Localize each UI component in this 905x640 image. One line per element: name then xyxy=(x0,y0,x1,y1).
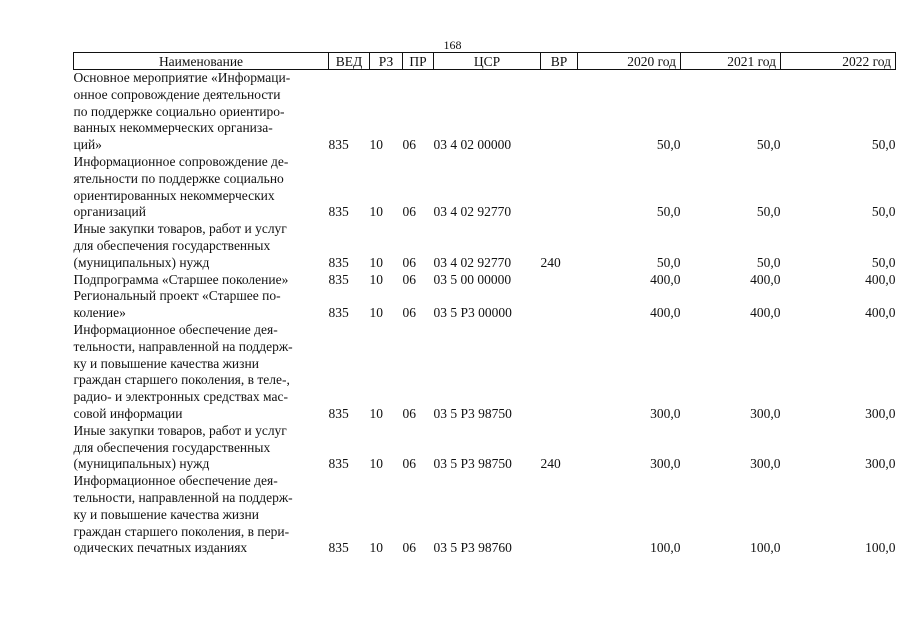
row-2022: 400,0 xyxy=(865,305,896,321)
row-vr xyxy=(541,473,578,557)
budget-table xyxy=(73,52,896,557)
row-rz: 10 xyxy=(369,540,383,556)
row-vr xyxy=(541,288,578,322)
row-ved: 835 xyxy=(328,137,349,153)
row-2021: 300,0 xyxy=(750,456,781,472)
row-name: Подпрограмма «Старшее поколение» xyxy=(73,271,289,287)
row-rz: 10 xyxy=(369,271,383,287)
row-2020: 50,0 xyxy=(656,137,681,153)
header-vr: ВР xyxy=(541,53,578,70)
row-ved: 835 xyxy=(328,271,349,287)
row-2020: 50,0 xyxy=(656,204,681,220)
row-ved: 835 xyxy=(328,305,349,321)
row-pr: 06 xyxy=(402,137,416,153)
header-name: Наименование xyxy=(74,53,329,70)
header-pr: ПР xyxy=(403,53,434,70)
row-2022: 300,0 xyxy=(865,405,896,421)
row-pr: 06 xyxy=(402,204,416,220)
row-rz: 10 xyxy=(369,405,383,421)
row-name: Информационное обеспечение дея- тельности, направленной на поддерж- ку и повышение качества жизни граждан старшего поколения, в теле-, радио- и электронных средствах мас- совой информации xyxy=(73,321,293,421)
row-2020: 300,0 xyxy=(650,456,681,472)
row-2021: 400,0 xyxy=(750,271,781,287)
row-vr: 240 xyxy=(540,254,561,270)
row-name: Иные закупки товаров, работ и услуг для обеспечения государственных (муниципальных) нужд xyxy=(73,221,287,270)
row-2020: 400,0 xyxy=(650,305,681,321)
row-2022: 50,0 xyxy=(871,204,896,220)
row-rz: 10 xyxy=(369,137,383,153)
row-2020: 50,0 xyxy=(656,254,681,270)
row-2022: 300,0 xyxy=(865,456,896,472)
row-ved: 835 xyxy=(328,254,349,270)
row-csr: 03 5 00 00000 xyxy=(433,271,512,287)
row-2021: 50,0 xyxy=(756,254,781,270)
row-rz: 10 xyxy=(369,456,383,472)
row-name: Региональный проект «Старшее по- коление» xyxy=(73,288,281,321)
row-ved: 835 xyxy=(328,456,349,472)
header-csr: ЦСР xyxy=(434,53,541,70)
row-name: Основное мероприятие «Информаци- онное сопровождение деятельности по поддержке социально ориентиро- ванных некоммерческих организа- ций» xyxy=(73,70,291,153)
table-body xyxy=(74,70,896,558)
row-pr: 06 xyxy=(402,271,416,287)
row-csr: 03 5 P3 98750 xyxy=(433,456,512,472)
row-ved: 835 xyxy=(328,540,349,556)
header-row xyxy=(74,53,896,70)
header-2022: 2022 год xyxy=(781,53,896,70)
header-2020: 2020 год xyxy=(578,53,681,70)
row-ved: 835 xyxy=(328,405,349,421)
page-number: 168 xyxy=(443,38,462,52)
row-2020: 400,0 xyxy=(650,271,681,287)
table-row xyxy=(74,272,896,289)
row-2022: 50,0 xyxy=(871,254,896,270)
row-vr xyxy=(541,154,578,221)
row-pr: 06 xyxy=(402,405,416,421)
row-2021: 50,0 xyxy=(756,204,781,220)
header-ved: ВЕД xyxy=(329,53,370,70)
row-csr: 03 4 02 00000 xyxy=(433,137,512,153)
row-2022: 100,0 xyxy=(865,540,896,556)
row-pr: 06 xyxy=(402,254,416,270)
row-vr xyxy=(541,272,578,289)
row-csr: 03 5 P3 98760 xyxy=(433,540,512,556)
row-2022: 400,0 xyxy=(865,271,896,287)
row-name: Информационное сопровождение де- ятельности по поддержке социально ориентированных некоммерческих организаций xyxy=(73,153,289,220)
row-rz: 10 xyxy=(369,254,383,270)
row-csr: 03 5 P3 98750 xyxy=(433,405,512,421)
row-csr: 03 5 P3 00000 xyxy=(433,305,512,321)
row-2021: 100,0 xyxy=(750,540,781,556)
row-rz: 10 xyxy=(369,204,383,220)
row-rz: 10 xyxy=(369,305,383,321)
row-csr: 03 4 02 92770 xyxy=(433,254,512,270)
row-pr: 06 xyxy=(402,540,416,556)
row-name: Информационное обеспечение дея- тельности, направленной на поддерж- ку и повышение качества жизни граждан старшего поколения, в пери- одических печатных изданиях xyxy=(73,473,293,556)
row-2020: 100,0 xyxy=(650,540,681,556)
row-2021: 50,0 xyxy=(756,137,781,153)
row-2022: 50,0 xyxy=(871,137,896,153)
row-ved: 835 xyxy=(328,204,349,220)
row-2020: 300,0 xyxy=(650,405,681,421)
table-row xyxy=(74,473,896,557)
table-row xyxy=(74,288,896,322)
header-rz: РЗ xyxy=(370,53,403,70)
row-2021: 300,0 xyxy=(750,405,781,421)
header-2021: 2021 год xyxy=(681,53,781,70)
row-pr: 06 xyxy=(402,456,416,472)
table-row xyxy=(74,322,896,423)
table-row xyxy=(74,154,896,221)
row-csr: 03 4 02 92770 xyxy=(433,204,512,220)
table-row xyxy=(74,70,896,154)
row-vr xyxy=(541,322,578,423)
row-name: Иные закупки товаров, работ и услуг для обеспечения государственных (муниципальных) нужд xyxy=(73,422,287,472)
table-row xyxy=(74,423,896,473)
row-vr xyxy=(541,70,578,154)
row-2021: 400,0 xyxy=(750,305,781,321)
table-row xyxy=(74,221,896,271)
row-vr: 240 xyxy=(540,456,561,472)
row-pr: 06 xyxy=(402,305,416,321)
